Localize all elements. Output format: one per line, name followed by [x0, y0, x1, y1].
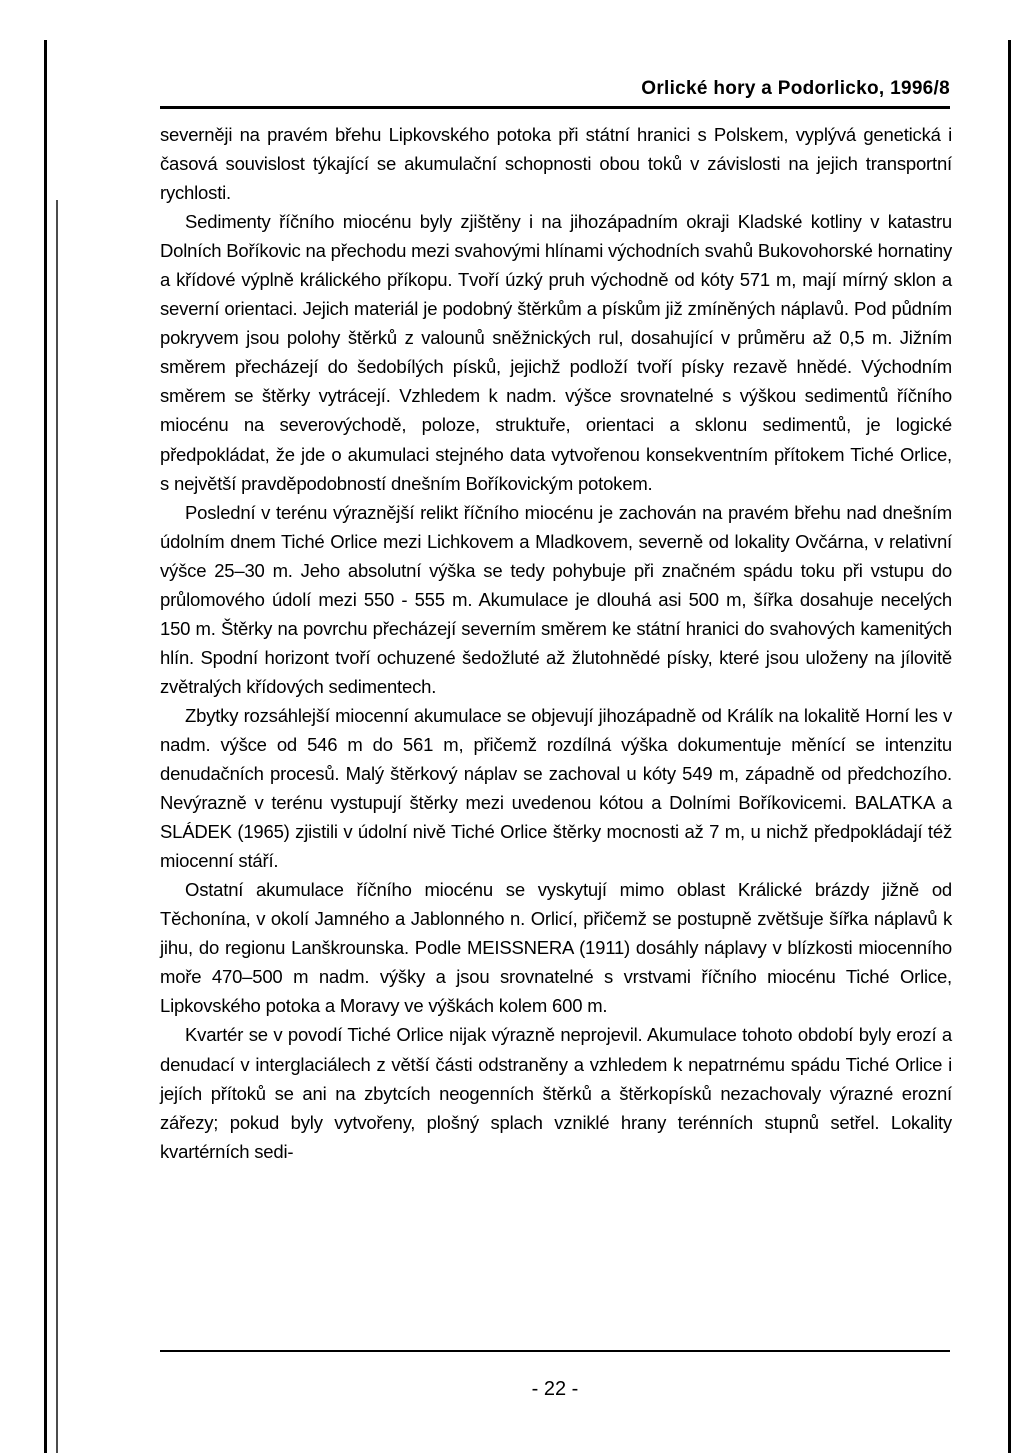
running-header: Orlické hory a Podorlicko, 1996/8 [641, 78, 950, 99]
paragraph-5: Ostatní akumulace říčního miocénu se vyskytují mimo oblast Králické brázdy jižně od Těchonína, v okolí Jamného a Jablonného n. Orlicí, přičemž se postupně zvětšuje šířka náplavů k jihu, do regionu Lanškrounska. Podle MEISSNERA (1911) dosáhly náplavy v blízkosti miocenního moře 470–500 m nadm. výšky a jsou srovnatelné s vrstvami říčního miocénu Tiché Orlice, Lipkovského potoka a Moravy ve výškách kolem 600 m. [160, 879, 952, 1017]
paragraph-1: severněji na pravém břehu Lipkovského potoka při státní hranici s Polskem, vyplývá genetická i časová souvislost týkající se akumulační schopnosti obou toků v závislosti na jejich transportní rychlosti. [160, 124, 952, 204]
paragraph-2: Sedimenty říčního miocénu byly zjištěny i na jihozápadním okraji Kladské kotliny v katastru Dolních Boříkovic na přechodu mezi svahovými hlínami východních svahů Bukovohorské hornatiny a křídové výplně králického příkopu. Tvoří úzký pruh východně od kóty 571 m, mají mírný sklon a severní orientaci. Jejich materiál je podobný štěrkům a pískům již zmíněných náplavů. Pod půdním pokryvem jsou polohy štěrků z valounů sněžnických rul, dosahující v průměru až 0,5 m. Jižním směrem přecházejí do šedobílých písků, jejichž podloží tvoří písky rezavě hnědé. Východním směrem se štěrky vytrácejí. Vzhledem k nadm. výšce srovnatelné s výškou sedimentů říčního miocénu na severovýchodě, poloze, struktuře, orientaci a sklonu sedimentů, je logické předpokládat, že jde o akumulaci stejného data vytvořenou konsekventním přítokem Tiché Orlice, s největší pravděpodobností dnešním Boříkovickým potokem. [160, 211, 952, 494]
header-rule [160, 106, 950, 109]
footer-rule [160, 1350, 950, 1352]
scan-edge-left-inner [56, 200, 58, 1453]
paragraph-4: Zbytky rozsáhlejší miocenní akumulace se objevují jihozápadně od Králík na lokalitě Horní les v nadm. výšce od 546 m do 561 m, přičemž rozdílná výška dokumentuje měnící se intenzitu denudačních procesů. Malý štěrkový náplav se zachoval u kóty 549 m, západně od předchozího. Nevýrazně v terénu vystupují štěrky mezi uvedenou kótou a Dolními Boříkovicemi. BALATKA a SLÁDEK (1965) zjistili v údolní nivě Tiché Orlice štěrky mocnosti až 7 m, u nichž předpokládají též miocenní stáří. [160, 704, 952, 872]
scan-edge-left [44, 40, 47, 1453]
body-text [160, 120, 952, 1166]
paragraph-6: Kvartér se v povodí Tiché Orlice nijak výrazně neprojevil. Akumulace tohoto období byly erozí a denudací v interglaciálech z větší části odstraněny a vzhledem k nepatrnému spádu Tiché Orlice i jejích přítoků se ani na zbytcích neogenních štěrků a štěrkopísků nezachovaly výrazné erozní zářezy; pokud byly vytvořeny, plošný splach vzniklé hrany terénních stupnů setřel. Lokality kvartérních sedi- [160, 1024, 952, 1162]
scan-edge-right [1008, 40, 1011, 1453]
paragraph-3: Poslední v terénu výraznější relikt říčního miocénu je zachován na pravém břehu nad dnešním údolním dnem Tiché Orlice mezi Lichkovem a Mladkovem, severně od lokality Ovčárna, v relativní výšce 25–30 m. Jeho absolutní výška se tedy pohybuje při značném spádu toku při vstupu do průlomového údolí mezi 550 - 555 m. Akumulace je dlouhá asi 500 m, šířka dosahuje necelých 150 m. Štěrky na povrchu přecházejí severním směrem ke státní hranici do svahových kamenitých hlín. Spodní horizont tvoří ochuzené šedožluté až žlutohnědé písky, které jsou uloženy na jílovitě zvětralých křídových sedimentech. [160, 501, 952, 697]
page-number: - 22 - [531, 1378, 579, 1400]
